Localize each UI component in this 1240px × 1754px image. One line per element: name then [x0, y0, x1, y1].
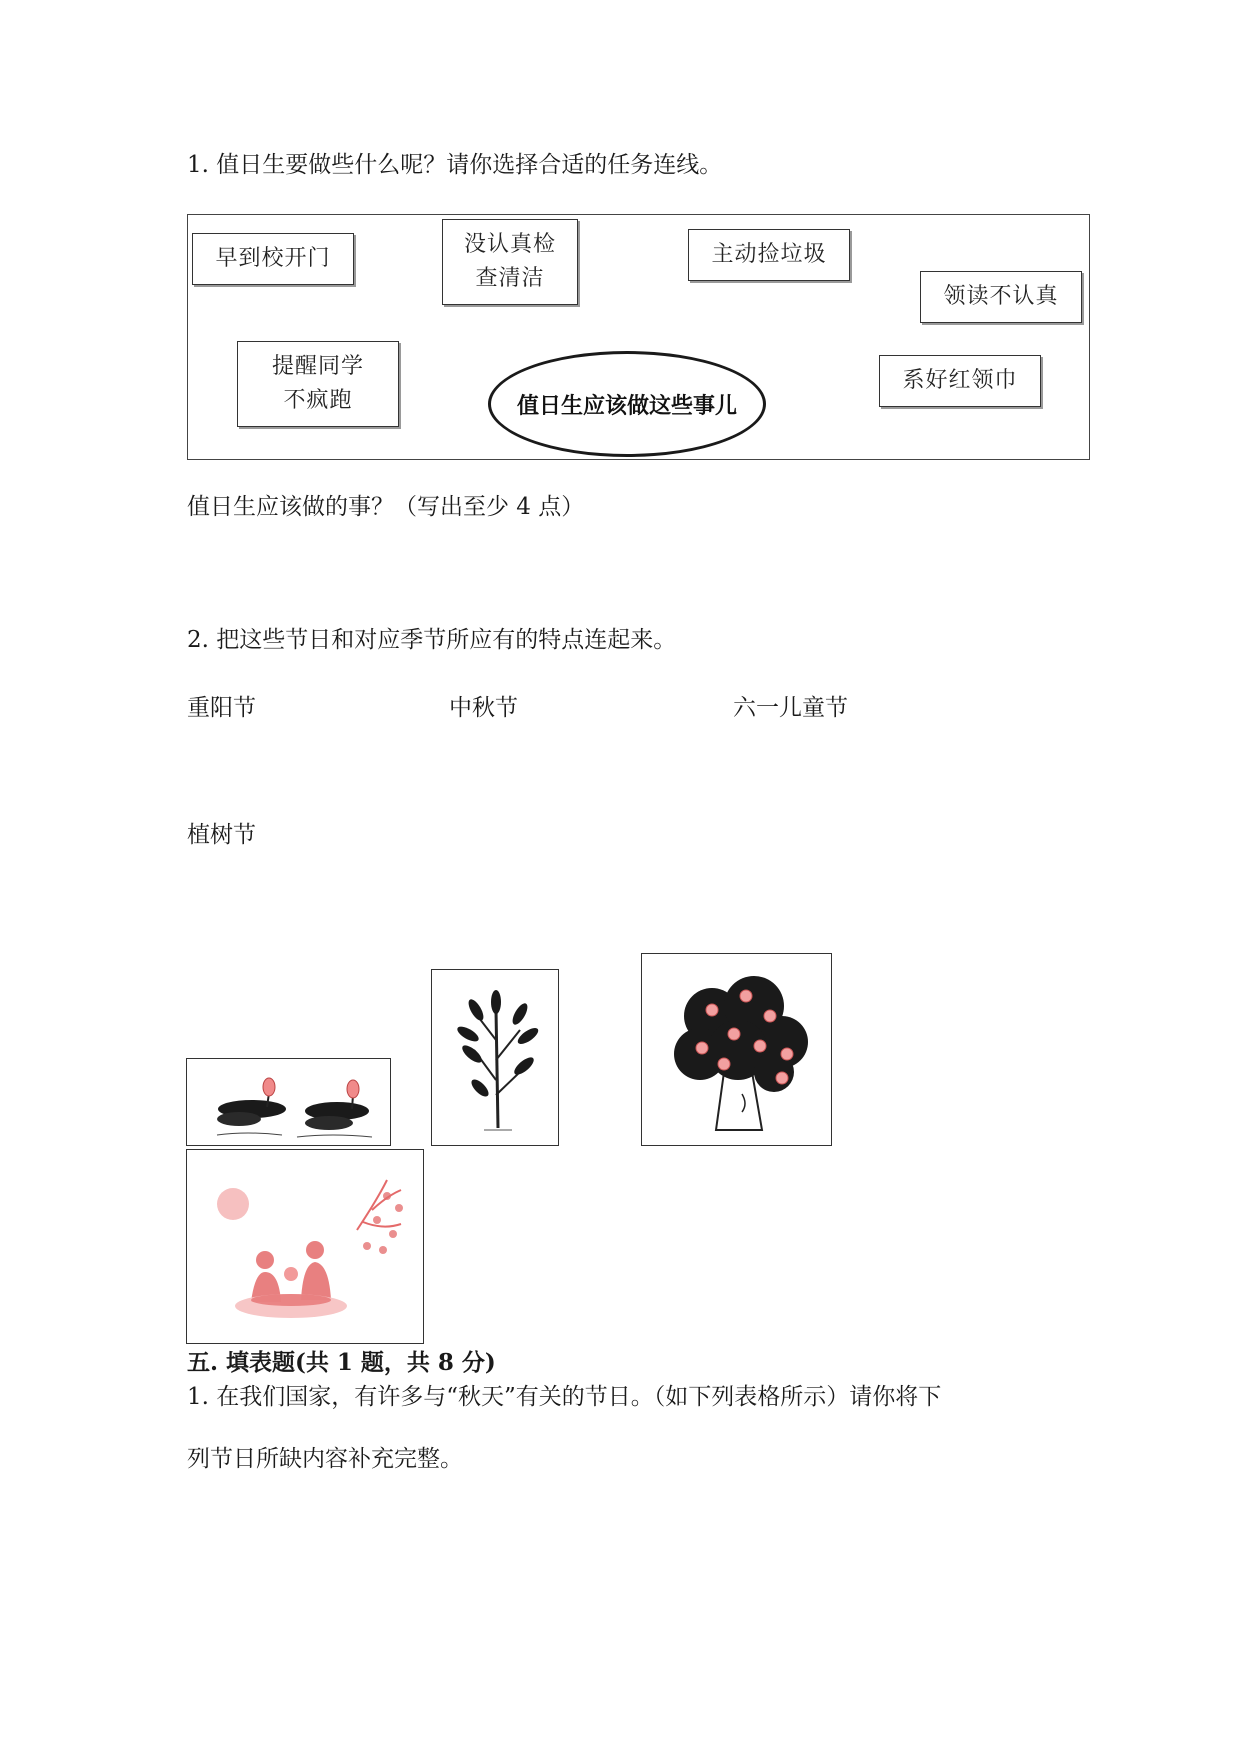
mid-autumn-family-image[interactable]: [186, 1149, 424, 1344]
festival-tree-planting: 植树节: [187, 822, 256, 848]
section5-q1-line2: 列节日所缺内容补充完整。: [187, 1446, 463, 1472]
task-box-check-cleaning[interactable]: 没认真检 查清洁: [442, 219, 578, 305]
task-box-red-scarf[interactable]: 系好红领巾: [879, 355, 1041, 407]
duty-task-figure: [187, 214, 1090, 460]
task-box-lead-reading[interactable]: 领读不认真: [920, 271, 1082, 323]
section5-heading: 五. 填表题(共 1 题，共 8 分): [187, 1349, 496, 1376]
q2-prompt: 2. 把这些节日和对应季节所应有的特点连起来。: [187, 627, 677, 653]
task-box-remind-no-running[interactable]: 提醒同学 不疯跑: [237, 341, 399, 427]
q1-answer-prompt: 值日生应该做的事？（写出至少 4 点）: [187, 494, 585, 520]
task-box-pick-up-litter[interactable]: 主动捡垃圾: [688, 229, 850, 281]
lotus-pond-image[interactable]: [186, 1058, 391, 1146]
center-ellipse: 值日生应该做这些事儿: [488, 351, 766, 457]
section5-q1-line1: 1. 在我们国家，有许多与“秋天”有关的节日。（如下列表格所示）请你将下: [187, 1384, 942, 1410]
festival-chongyang: 重阳节: [187, 695, 256, 721]
task-box-open-gate[interactable]: 早到校开门: [192, 233, 354, 285]
q1-prompt: 1. 值日生要做些什么呢？请你选择合适的任务连线。: [187, 152, 723, 178]
festival-mid-autumn: 中秋节: [449, 695, 518, 721]
fruit-tree-image[interactable]: [641, 953, 832, 1146]
sapling-image[interactable]: [431, 969, 559, 1146]
festival-childrens-day: 六一儿童节: [733, 695, 848, 721]
